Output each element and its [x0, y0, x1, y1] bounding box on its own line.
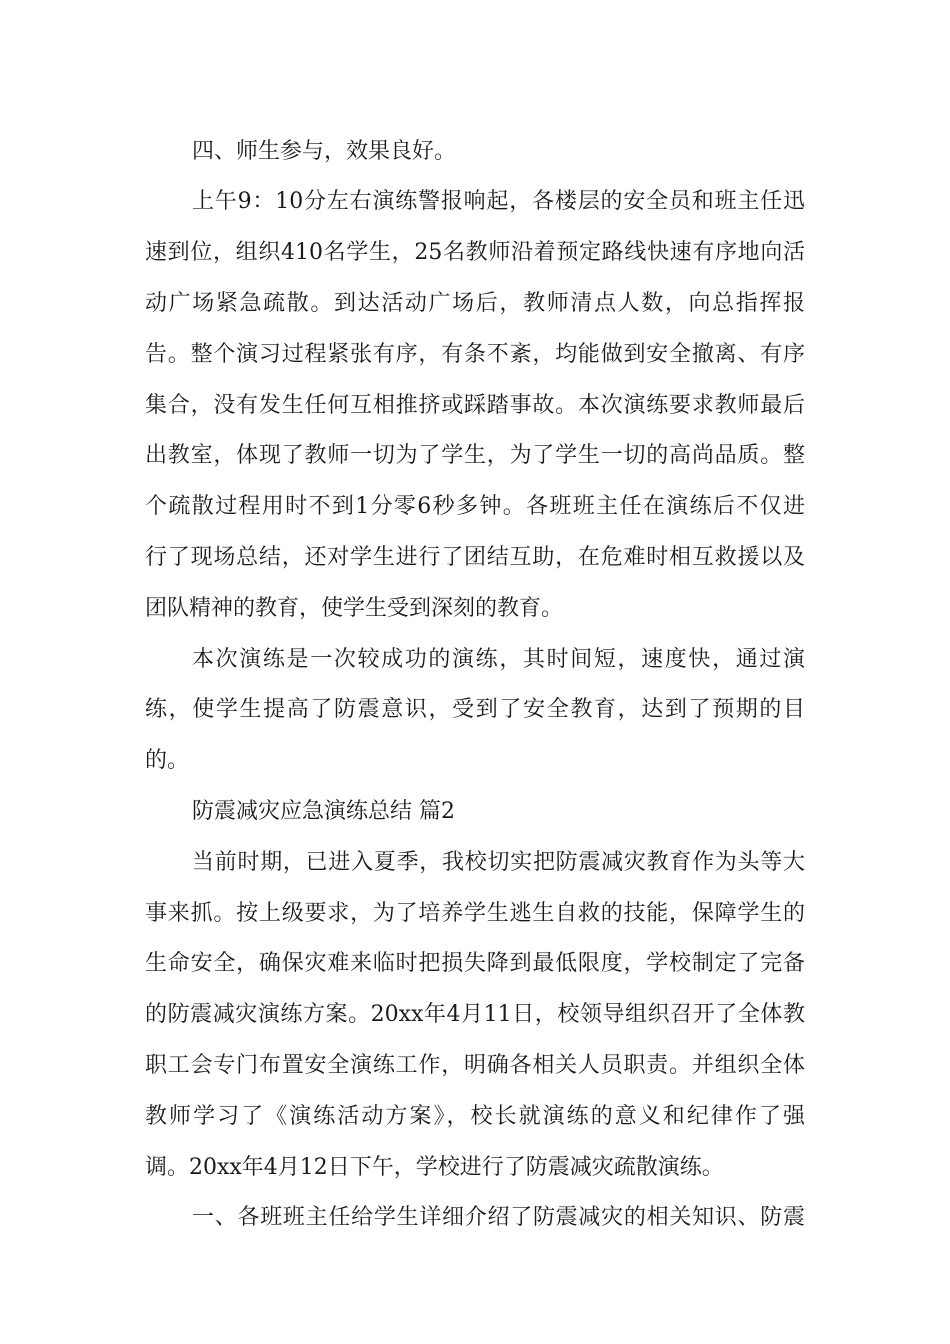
- paragraph-line: 上午9：10分左右演练警报响起，各楼层的安全员和班主任迅: [192, 189, 805, 214]
- paragraph-line: 动广场紧急疏散。到达活动广场后，教师清点人数，向总指挥报: [145, 291, 805, 316]
- section-title: 防震减灾应急演练总结 篇2: [192, 799, 455, 824]
- paragraph-line: 事来抓。按上级要求，为了培养学生逃生自救的技能，保障学生的: [145, 901, 805, 926]
- paragraph-line: 的防震减灾演练方案。20xx年4月11日，校领导组织召开了全体教: [145, 1002, 805, 1027]
- paragraph-line: 行了现场总结，还对学生进行了团结互助，在危难时相互救援以及: [145, 545, 805, 570]
- paragraph-line: 团队精神的教育，使学生受到深刻的教育。: [145, 596, 564, 621]
- paragraph-line: 个疏散过程用时不到1分零6秒多钟。各班班主任在演练后不仅进: [145, 494, 805, 519]
- paragraph-line: 当前时期，已进入夏季，我校切实把防震减灾教育作为头等大: [192, 850, 805, 875]
- paragraph-line: 集合，没有发生任何互相推挤或踩踏事故。本次演练要求教师最后: [145, 393, 805, 418]
- paragraph-line: 告。整个演习过程紧张有序，有条不紊，均能做到安全撤离、有序: [145, 342, 805, 367]
- paragraph-line: 一、各班班主任给学生详细介绍了防震减灾的相关知识、防震: [192, 1205, 805, 1230]
- paragraph-line: 本次演练是一次较成功的演练，其时间短，速度快，通过演: [192, 647, 805, 672]
- section-heading-four: 四、师生参与，效果良好。: [192, 139, 457, 164]
- paragraph-line: 调。20xx年4月12日下午，学校进行了防震减灾疏散演练。: [145, 1155, 724, 1180]
- paragraph-line: 练，使学生提高了防震意识，受到了安全教育，达到了预期的目: [145, 697, 805, 722]
- paragraph-line: 生命安全，确保灾难来临时把损失降到最低限度，学校制定了完备: [145, 951, 805, 976]
- paragraph-line: 出教室，体现了教师一切为了学生，为了学生一切的高尚品质。整: [145, 443, 805, 468]
- paragraph-line: 职工会专门布置安全演练工作，明确各相关人员职责。并组织全体: [145, 1053, 805, 1078]
- paragraph-line: 的。: [145, 748, 190, 773]
- paragraph-line: 速到位，组织410名学生，25名教师沿着预定路线快速有序地向活: [145, 240, 805, 265]
- paragraph-line: 教师学习了《演练活动方案》，校长就演练的意义和纪律作了强: [145, 1104, 805, 1129]
